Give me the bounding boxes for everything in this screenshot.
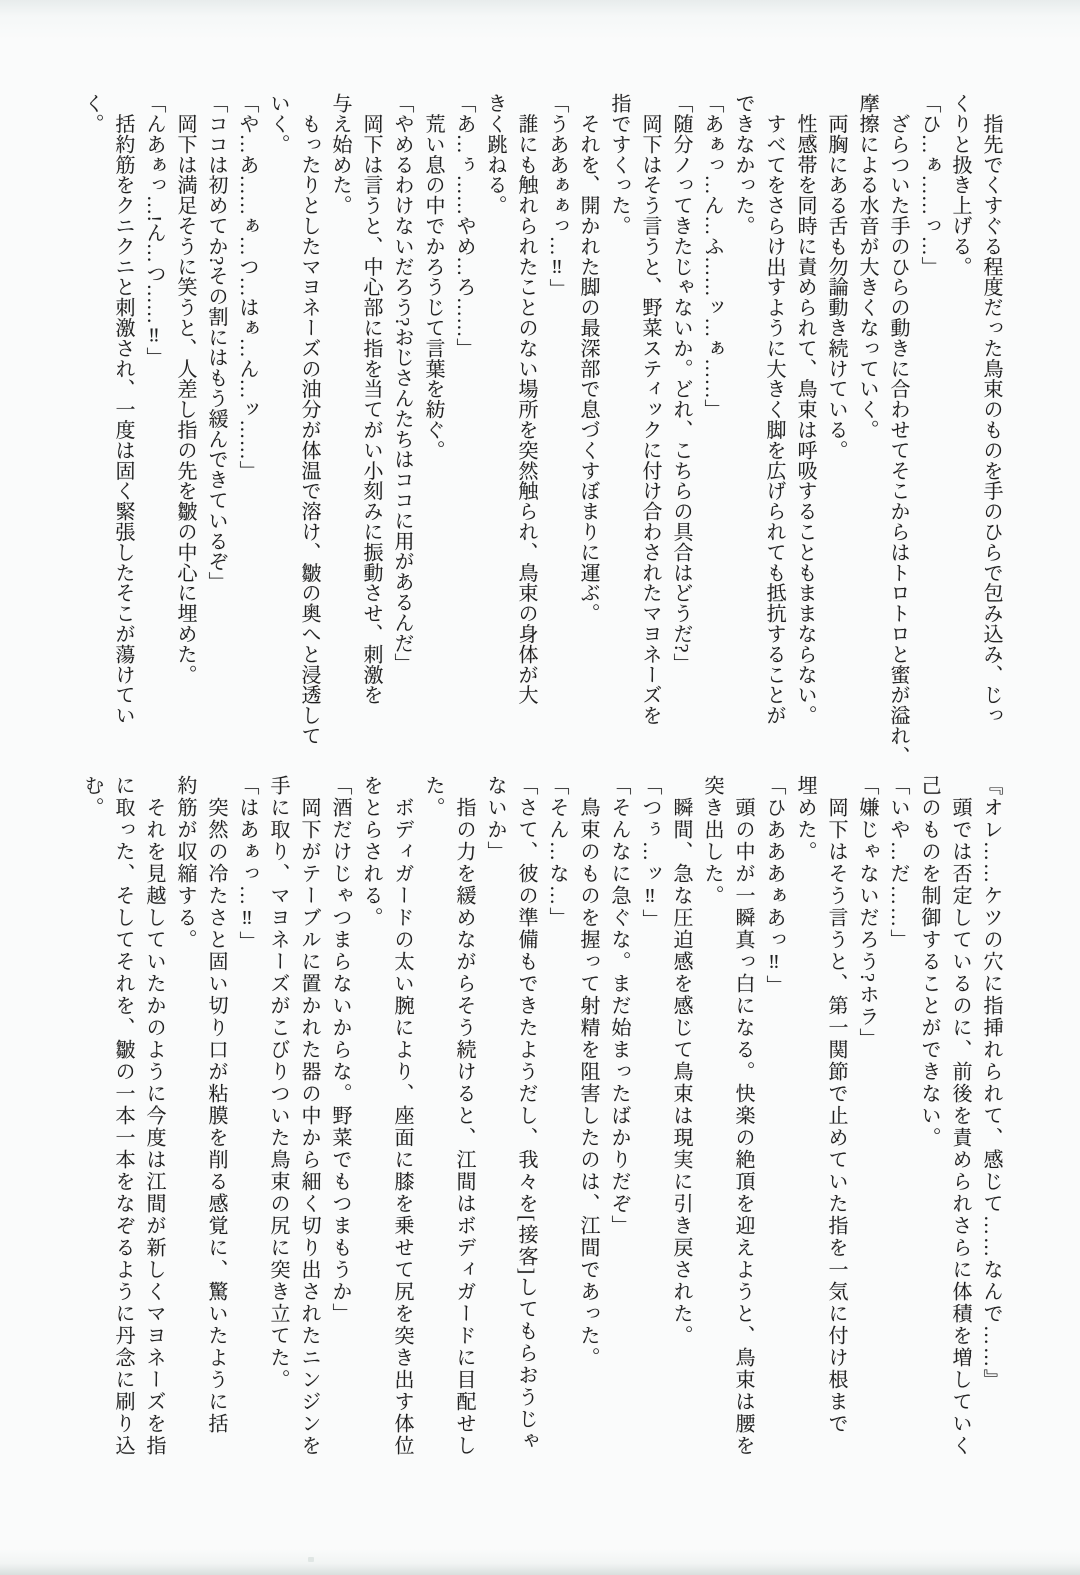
text-column: 「うああぁぁっ…‼」 (546, 93, 568, 299)
text-column: 「あぁっ…ん…ふ……ッ…ぁ……」 (701, 93, 723, 420)
text-column: 突き出した。 (701, 775, 723, 907)
text-column: をとらされる。 (360, 775, 382, 929)
text-column: 頭の中が一瞬真っ白になる。快楽の絶頂を迎えようと、鳥束は腰を (732, 775, 754, 1457)
text-column: 『オレ……ケツの穴に指挿れられて、感じて……なんで……』 (980, 775, 1002, 1391)
text-column: 約筋が収縮する。 (174, 775, 196, 951)
text-column: ないか」 (484, 775, 506, 863)
text-column: 岡下はそう言うと、第一関節で止めていた指を一気に付け根まで (825, 775, 847, 1435)
text-column: 己のものを制御することができない。 (918, 775, 940, 1149)
text-column: 「そん…な…」 (546, 775, 568, 929)
text-column: きく跳ねる。 (484, 93, 506, 216)
text-column: 荒い息の中でかろうじて言葉を紡ぐ。 (422, 93, 444, 461)
text-column: 両胸にある舌も勿論動き続けている。 (825, 93, 847, 461)
text-column: もったりとしたマヨネーズの油分が体温で溶け、皺の奥へと浸透して (298, 93, 320, 746)
text-column: 突然の冷たさと固い切り口が粘膜を削る感覚に、驚いたように括 (205, 775, 227, 1435)
text-column: 「あ…ぅ……やめ…ろ……」 (453, 93, 475, 359)
text-column: 岡下は言うと、中心部に指を当てがい小刻みに振動させ、刺激を (360, 93, 382, 705)
text-column: 岡下はそう言うと、野菜スティックに付け合わされたマヨネーズを (639, 93, 661, 726)
text-column: 誰にも触れられたことのない場所を突然触られ、鳥束の身体が大 (515, 93, 537, 705)
text-column: く。 (81, 93, 103, 134)
text-column: 与え始めた。 (329, 93, 351, 216)
text-column: む。 (81, 775, 103, 819)
text-column: ざらついた手のひらの動きに合わせてそこからはトロトロと蜜が溢れ、 (887, 93, 909, 767)
text-column: 性感帯を同時に責められて、鳥束は呼吸することもままならない。 (794, 93, 816, 726)
text-column: 「随分ノってきたじゃないか。どれ、こちらの具合はどうだ?」 (670, 93, 692, 674)
text-column: 指先でくすぐる程度だった鳥束のものを手のひらで包み込み、じっ (980, 93, 1002, 726)
text-column: 岡下がテーブルに置かれた器の中から細く切り出されたニンジンを (298, 775, 320, 1457)
text-column: 埋めた。 (794, 775, 816, 863)
text-column: た。 (422, 775, 444, 819)
text-column: 指の力を緩めながらそう続けると、江間はボディガードに目配せし (453, 775, 475, 1457)
text-column: 「ココは初めてか?その割にはもう緩んできているぞ」 (205, 93, 227, 592)
text-column: に取った、そしてそれを、皺の一本一本をなぞるように丹念に刷り込 (112, 775, 134, 1457)
text-block-bottom (76, 775, 1006, 1505)
text-column: 「そんなに急ぐな。まだ始まったばかりだぞ」 (608, 775, 630, 1237)
text-column: 「いや…だ……」 (887, 775, 909, 951)
text-column: 「ひあああぁあっ‼」 (763, 775, 785, 997)
text-column: 「んあぁっ…!ん…つ……‼」 (143, 93, 165, 368)
scan-speck (308, 1557, 314, 1562)
text-column: いく。 (267, 93, 289, 155)
text-column: 摩擦による水音が大きくなっていく。 (856, 93, 878, 440)
text-column: 岡下は満足そうに笑うと、人差し指の先を皺の中心に埋めた。 (174, 93, 196, 685)
text-column: 「さて、彼の準備もできたようだし、我々を[接客]してもらおうじゃ (515, 775, 537, 1453)
text-column: 手に取り、マヨネーズがこびりついた鳥束の尻に突き立てた。 (267, 775, 289, 1391)
text-column: 「ひ…ぁ……っ…」 (918, 93, 940, 277)
text-column: 瞬間、急な圧迫感を感じて鳥束は現実に引き戻された。 (670, 775, 692, 1347)
text-column: それを見越していたかのように今度は江間が新しくマヨネーズを指 (143, 775, 165, 1457)
text-column: 頭では否定しているのに、前後を責められさらに体積を増していく (949, 775, 971, 1457)
text-column: 「嫌じゃないだろう?ホラ」 (856, 775, 878, 1050)
text-column: くりと扱き上げる。 (949, 93, 971, 277)
text-column: すべてをさらけ出すように大きく脚を広げられても抵抗することが (763, 93, 785, 726)
text-column: 「や…あ……ぁ…つ…はぁ…ん…ッ……」 (236, 93, 258, 481)
text-column: ボディガードの太い腕により、座面に膝を乗せて尻を突き出す体位 (391, 775, 413, 1457)
text-column: 鳥束のものを握って射精を阻害したのは、江間であった。 (577, 775, 599, 1369)
text-column: できなかった。 (732, 93, 754, 236)
text-column: 「やめるわけないだろう?おじさんたちはココに用があるんだ」 (391, 93, 413, 674)
text-column: 指ですくった。 (608, 93, 630, 236)
text-column: 括約筋をクニクニと刺激され、一度は固く緊張したそこが蕩けてい (112, 93, 134, 726)
text-column: それを、開かれた脚の最深部で息づくすぼまりに運ぶ。 (577, 93, 599, 624)
text-column: 「つぅ…ッ‼」 (639, 775, 661, 931)
text-column: 「酒だけじゃつまらないからな。野菜でもつまもうか」 (329, 775, 351, 1325)
text-block-top (76, 93, 1006, 783)
text-column: 「はあぁっ…‼」 (236, 775, 258, 953)
